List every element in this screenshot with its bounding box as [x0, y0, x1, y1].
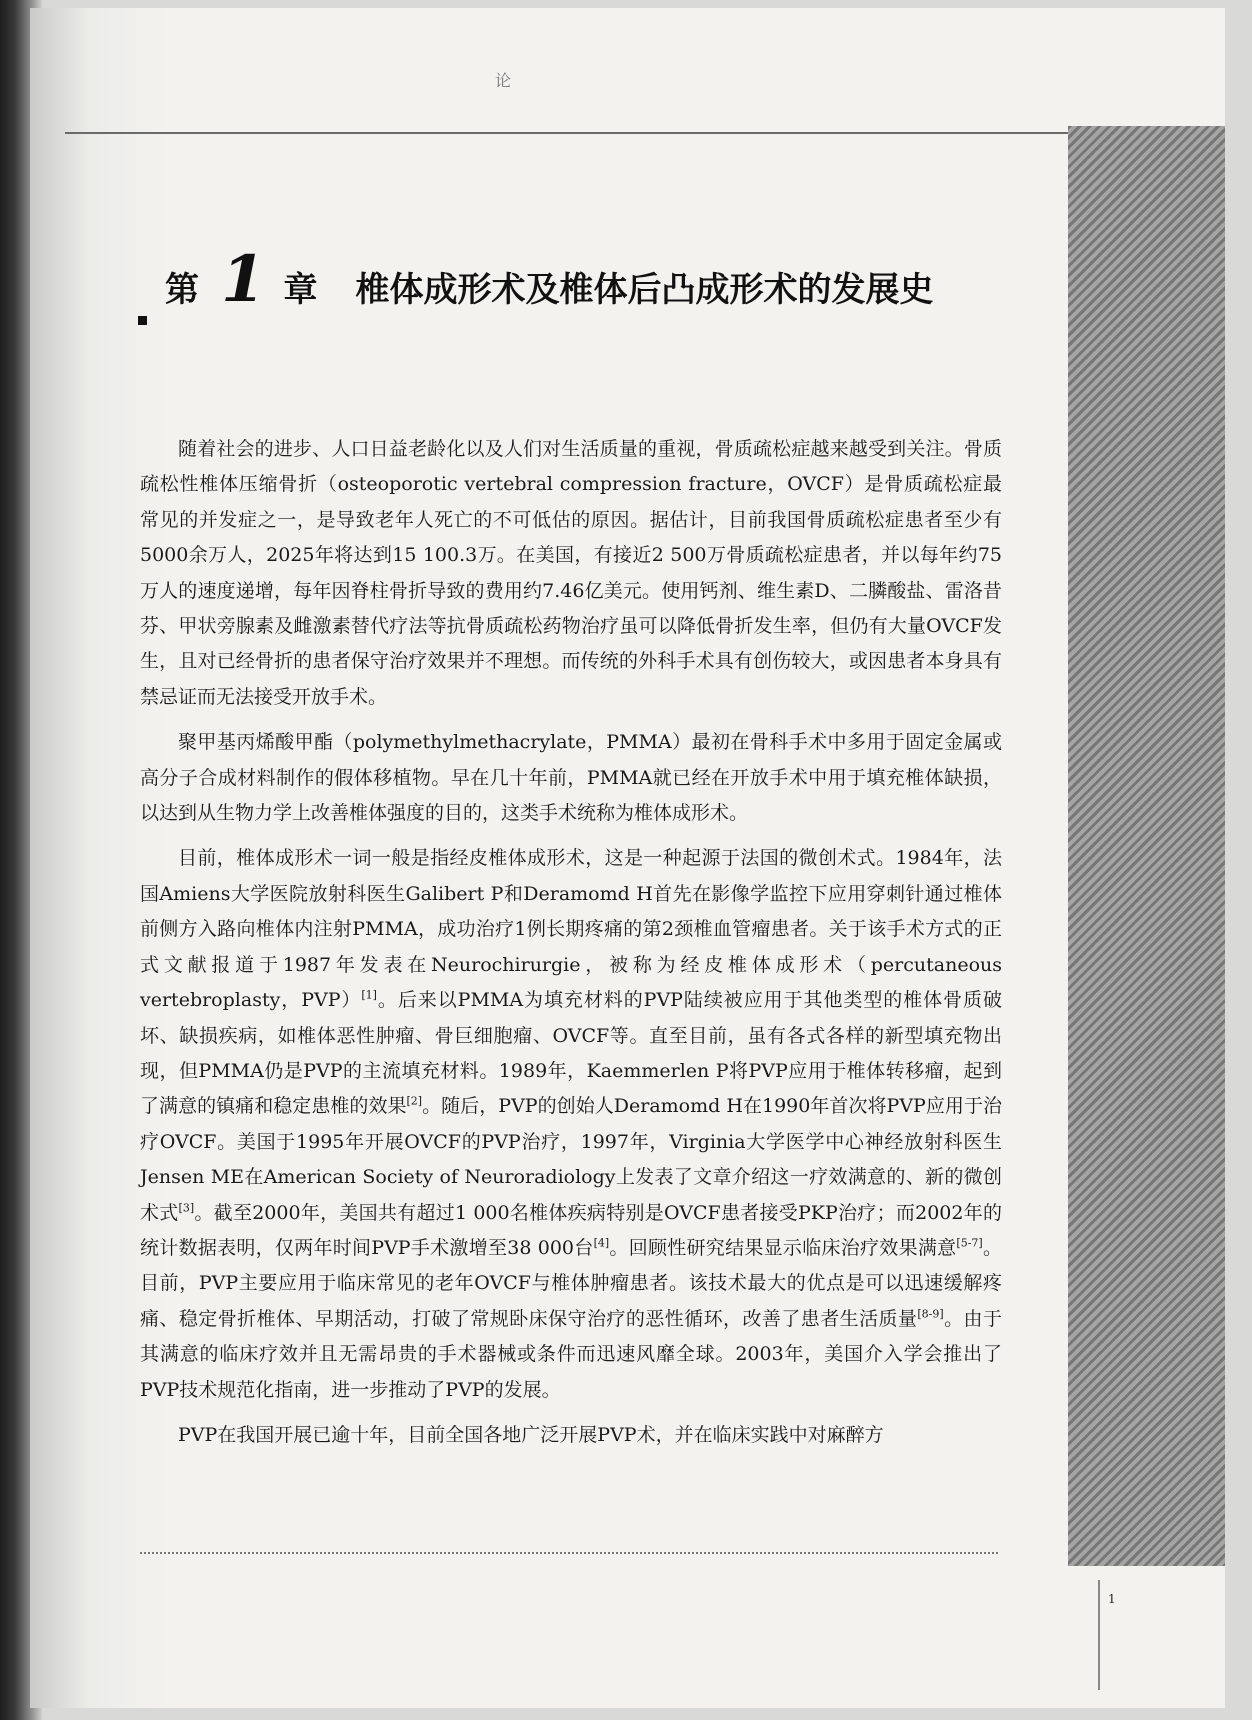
- chapter-suffix: 章: [283, 270, 318, 310]
- paragraph-text: 。回顾性研究结果显示临床治疗效果满意: [609, 1236, 957, 1259]
- paragraph: [140, 432, 1002, 715]
- paragraph-text: 。由于其满意的临床疗效并且无需昂贵的手术器械或条件而迅速风靡全球。2003年，美国介入学会推出了PVP技术规范化指南，进一步推动了PVP的发展。: [140, 1307, 1002, 1401]
- footer-dotted-rule: [140, 1552, 998, 1554]
- citation-superscript: [4]: [593, 1236, 610, 1250]
- paragraph-text: PVP在我国开展已逾十年，目前全国各地广泛开展PVP术，并在临床实践中对麻醉方: [178, 1423, 884, 1446]
- page-number: 1: [1108, 1592, 1116, 1606]
- chapter-prefix: 第: [165, 270, 199, 310]
- paragraph: [140, 725, 1002, 831]
- paragraph-text: 。截至2000年，美国共有超过1 000名椎体疾病特别是OVCF患者接受PKP治疗；而2002年的统计数据表明，仅两年时间PVP手术激增至38 000台: [140, 1201, 1002, 1259]
- paragraph-text: 。目前，PVP主要应用于临床常见的老年OVCF与椎体肿瘤患者。该技术最大的优点是可以迅速缓解疼痛、稳定骨折椎体、早期活动，打破了常规卧床保守治疗的恶性循环，改善了患者生活质量: [140, 1236, 1002, 1330]
- body-text: [140, 432, 1002, 1463]
- paragraph-text: 目前，椎体成形术一词一般是指经皮椎体成形术，这是一种起源于法国的微创术式。1984年，法国Amiens大学医院放射科医生Galibert P和Deramomd H首先在影像学监控下应用穿刺针通过椎体前侧方入路向椎体内注射PMMA，成功治疗1例长期疼痛的第2颈椎血管瘤患者。关于该手术方式的正式文献报道于1987年发表在Neurochirurgie，被称为经皮椎体成形术（percutaneous vertebroplasty，PVP）: [140, 847, 1002, 1012]
- chapter-heading: [165, 242, 934, 318]
- page-number-bar: [1098, 1580, 1100, 1690]
- citation-superscript: [1]: [361, 988, 377, 1002]
- paragraph: [140, 1418, 1002, 1453]
- paragraph-text: 随着社会的进步、人口日益老龄化以及人们对生活质量的重视，骨质疏松症越来越受到关注。骨质疏松性椎体压缩骨折（osteoporotic vertebral compression fracture，OVCF）是骨质疏松症最常见的并发症之一，是导致老年人死亡的不可低估的原因。据估计，目前我国骨质疏松症患者至少有5000余万人，2025年将达到15 100.3万。在美国，有接近2 500万骨质疏松症患者，并以每年约75万人的速度递增，每年因脊柱骨折导致的费用约7.46亿美元。使用钙剂、维生素D、二膦酸盐、雷洛昔芬、甲状旁腺素及雌激素替代疗法等抗骨质疏松药物治疗虽可以降低骨折发生率，但仍有大量OVCF发生，且对已经骨折的患者保守治疗效果并不理想。而传统的外科手术具有创伤较大，或因患者本身具有禁忌证而无法接受开放手术。: [140, 438, 1002, 708]
- citation-superscript: [2]: [406, 1094, 423, 1108]
- side-hatch-stripe: [1068, 126, 1225, 1566]
- citation-superscript: [3]: [178, 1201, 195, 1215]
- paragraph: [140, 841, 1002, 1408]
- paragraph-text: 。后来以PMMA为填充材料的PVP陆续被应用于其他类型的椎体骨质破坏、缺损疾病，如椎体恶性肿瘤、骨巨细胞瘤、OVCF等。直至目前，虽有各式各样的新型填充物出现，但PMMA仍是PVP的主流填充材料。1989年，Kaemmerlen P将PVP应用于椎体转移瘤，起到了满意的镇痛和稳定患椎的效果: [140, 989, 1002, 1118]
- paragraph-text: 聚甲基丙烯酸甲酯（polymethylmethacrylate，PMMA）最初在骨科手术中多用于固定金属或高分子合成材料制作的假体移植物。早在几十年前，PMMA就已经在开放手术中用于填充椎体缺损，以达到从生物力学上改善椎体强度的目的，这类手术统称为椎体成形术。: [140, 731, 1002, 825]
- header-mark: 论: [495, 71, 512, 90]
- chapter-title: 椎体成形术及椎体后凸成形术的发展史: [355, 270, 934, 310]
- chapter-number: 1: [221, 242, 266, 317]
- citation-superscript: [5-7]: [956, 1236, 983, 1250]
- citation-superscript: [8-9]: [917, 1307, 944, 1321]
- paragraph-text: 。随后，PVP的创始人Deramomd H在1990年首次将PVP应用于治疗OVCF。美国于1995年开展OVCF的PVP治疗，1997年，Virginia大学医学中心神经放射科医生Jensen ME在American Society of Neuroradiology上发表了文章介绍这一疗效满意的、新的微创术式: [140, 1095, 1002, 1224]
- header-rule: [65, 132, 1225, 134]
- chapter-square-marker: [138, 316, 147, 325]
